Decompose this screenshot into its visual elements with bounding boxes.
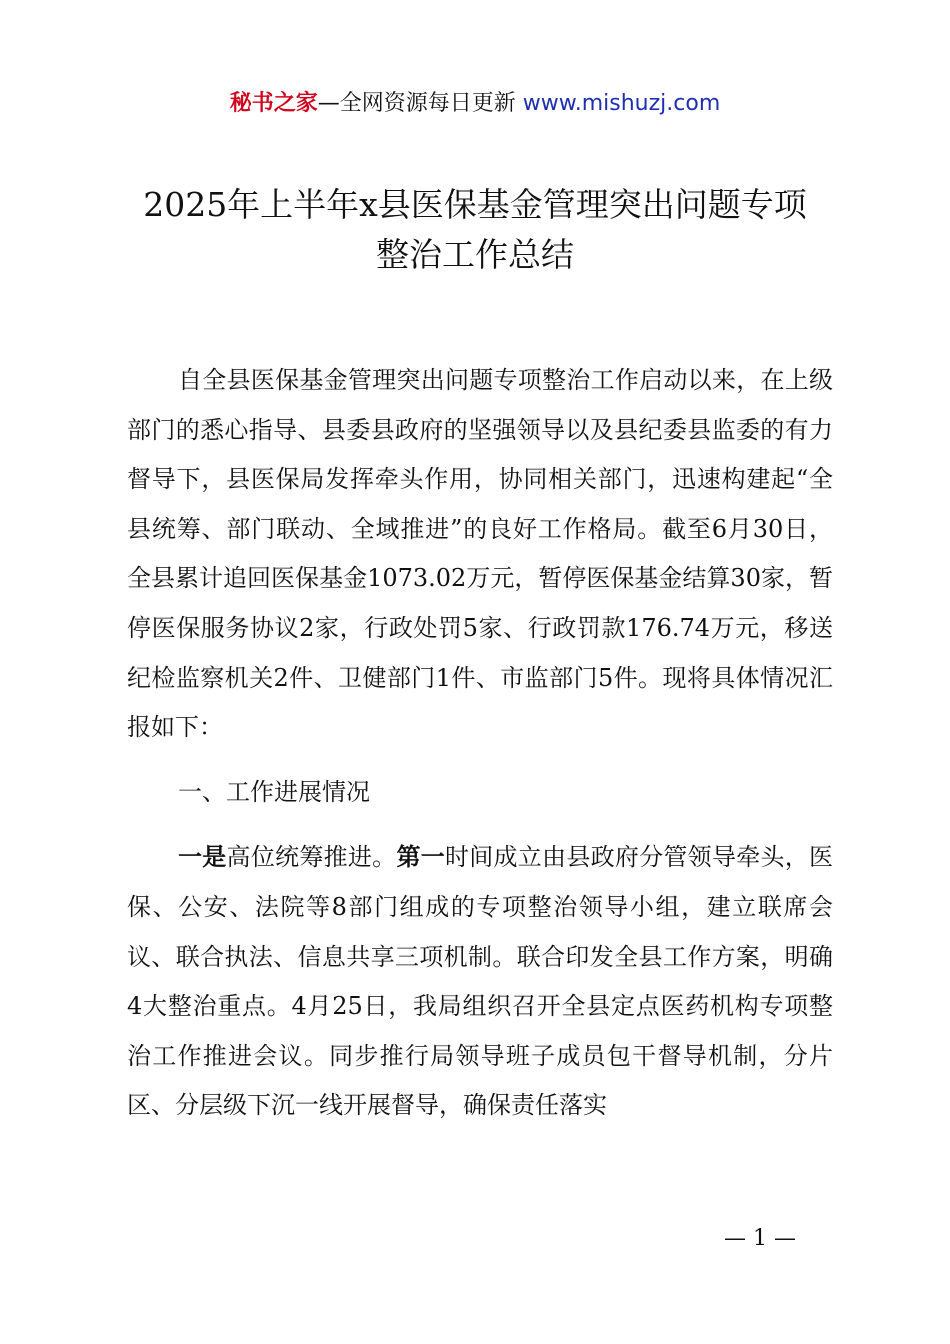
point-one-lead: 一是 xyxy=(178,842,227,872)
banner-tagline: —全网资源每日更新 xyxy=(317,91,523,116)
page-number: — 1 — xyxy=(724,1226,796,1251)
intro-paragraph: 自全县医保基金管理突出问题专项整治工作启动以来，在上级部门的悉心指导、县委县政府的坚强领导以及县纪委县监委的有力督导下，县医保局发挥牵头作用，协同相关部门，迅速构建起“全县统筹、部门联动、全域推进”的良好工作格局。截至6月30日，全县累计追回医保基金1073.02万元，暂停医保基金结算30家，暂停医保服务协议2家，行政处罚5家、行政罚款176.74万元，移送纪检监察机关2件、卫健部门1件、市监部门5件。现将具体情况汇报如下： xyxy=(127,366,833,742)
point-one-paragraph xyxy=(127,832,833,1131)
site-banner xyxy=(0,88,950,120)
banner-url-link[interactable]: www.mishuzj.com xyxy=(522,91,721,116)
title-line-2: 整治工作总结 xyxy=(376,235,574,274)
document-body xyxy=(127,356,833,1131)
document-title xyxy=(100,180,850,280)
point-one-text: 时间成立由县政府分管领导牵头，医保、公安、法院等8部门组成的专项整治领导小组，建立联席会议、联合执法、信息共享三项机制。联合印发全县工作方案，明确4大整治重点。4月25日，我局组织召开全县定点医药机构专项整治工作推进会议。同步推行局领导班子成员包干督导机制，分片区、分层级下沉一线开展督导，确保责任落实 xyxy=(127,843,834,1120)
point-one-bold-word: 第一 xyxy=(396,842,445,872)
point-one-lead-title: 高位统筹推进。 xyxy=(226,843,397,872)
section-heading: 一、工作进展情况 xyxy=(178,777,370,806)
banner-brand: 秘书之家 xyxy=(229,91,318,116)
title-line-1: 2025年上半年x县医保基金管理突出问题专项 xyxy=(143,185,807,224)
